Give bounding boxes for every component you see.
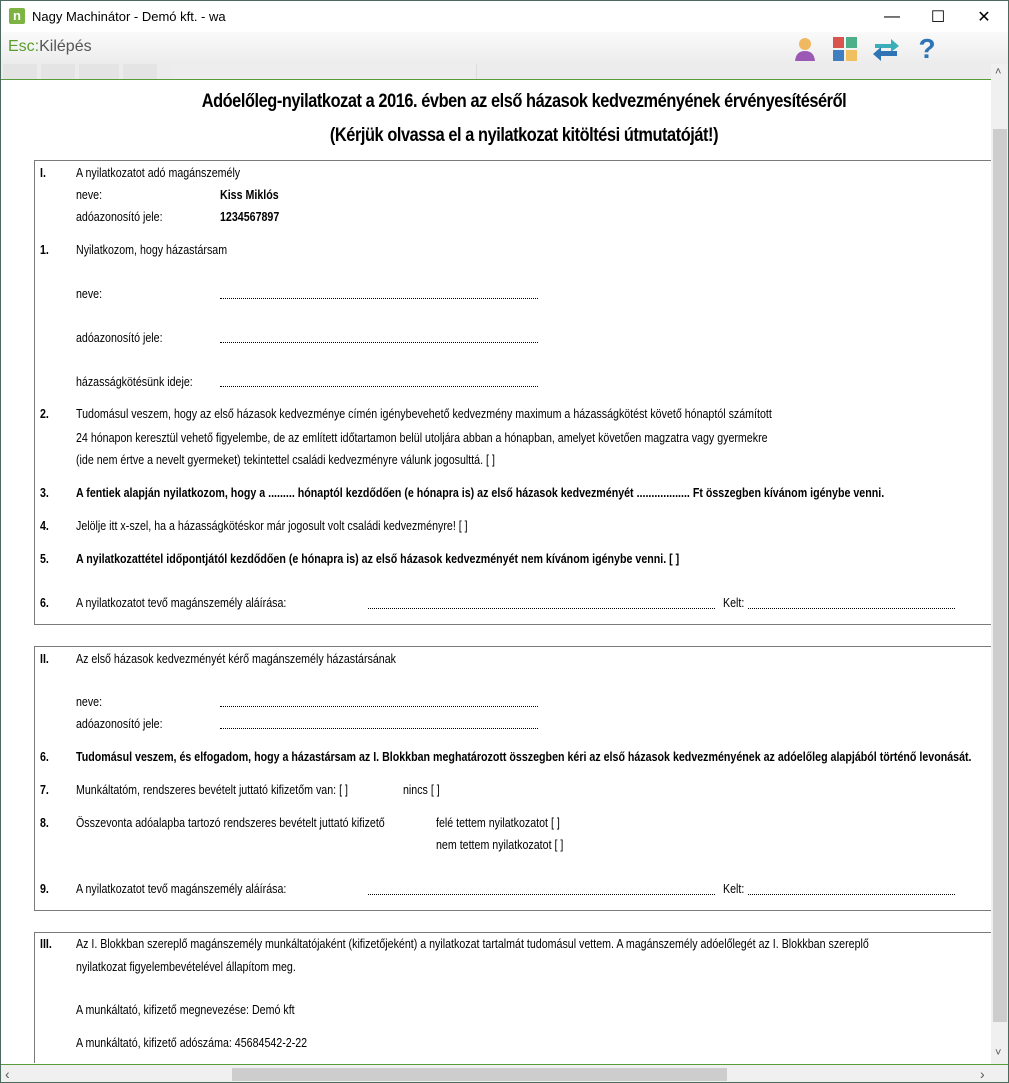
item-3-number: 3. bbox=[40, 485, 49, 500]
date2-field[interactable] bbox=[748, 893, 955, 895]
vertical-scroll-thumb[interactable] bbox=[993, 129, 1007, 1022]
swap-arrows-icon bbox=[872, 36, 900, 62]
vertical-scrollbar[interactable] bbox=[991, 64, 1008, 1064]
item-1-text: Nyilatkozom, hogy házastársam bbox=[76, 242, 228, 257]
signature-label: A nyilatkozatot tevő magánszemély aláírása: bbox=[76, 595, 287, 610]
employer-tax-number: A munkáltató, kifizető adószáma: 45684542-2-22 bbox=[76, 1035, 308, 1050]
section-3-line-1: Az I. Blokkban szereplő magánszemély munkáltatójaként (kifizetőjeként) a nyilatkozat tartalmát tudomásul vettem. A magánszemély adóelőlegét az I. Blokkban szereplő bbox=[76, 936, 869, 951]
horizontal-scrollbar[interactable] bbox=[1, 1064, 1008, 1083]
date-label: Kelt: bbox=[723, 595, 745, 610]
section-3-line-2: nyilatkozat figyelembevételével állapítom meg. bbox=[76, 959, 296, 974]
scroll-right-icon[interactable]: › bbox=[980, 1066, 985, 1082]
item-2-number: 2. bbox=[40, 406, 49, 421]
date2-label: Kelt: bbox=[723, 881, 745, 896]
exit-label: Kilépés bbox=[39, 38, 92, 55]
item-2-line-1: Tudomásul veszem, hogy az első házasok kedvezménye címén igénybevehető kedvezmény maximum a házasságkötést követő hónaptól számított bbox=[76, 406, 772, 421]
signature2-label: A nyilatkozatot tevő magánszemély aláírása: bbox=[76, 881, 287, 896]
signature2-field[interactable] bbox=[368, 893, 715, 895]
scroll-up-icon[interactable]: ˄ bbox=[995, 66, 1002, 78]
esc-key-label: Esc: bbox=[8, 38, 40, 55]
switch-button[interactable] bbox=[866, 33, 906, 64]
section-1-heading: A nyilatkozatot adó magánszemély bbox=[76, 165, 241, 180]
item-5-number: 5. bbox=[40, 551, 49, 566]
item-7-number: 7. bbox=[40, 782, 49, 797]
item-9-number: 9. bbox=[40, 881, 49, 896]
employer-no-checkbox[interactable]: nincs [ ] bbox=[403, 782, 440, 797]
user-button[interactable] bbox=[785, 33, 825, 64]
scroll-down-icon[interactable]: ˅ bbox=[995, 1047, 1002, 1059]
taxid-label: adóazonosító jele: bbox=[76, 209, 163, 224]
item-4-text[interactable]: Jelölje itt x-szel, ha a házasságkötéskor már jogosult volt családi kedvezményre! [ ] bbox=[76, 518, 468, 533]
employer-name: A munkáltató, kifizető megnevezése: Demó kft bbox=[76, 1002, 295, 1017]
employer-yes-checkbox[interactable]: Munkáltatóm, rendszeres bevételt juttató kifizetőm van: [ ] bbox=[76, 782, 348, 797]
title-bar bbox=[1, 1, 1008, 32]
declared-checkbox[interactable]: felé tettem nyilatkozatot [ ] bbox=[436, 815, 560, 830]
close-button[interactable] bbox=[961, 1, 1007, 32]
signature-field[interactable] bbox=[368, 607, 715, 609]
apps-grid-icon bbox=[832, 36, 858, 62]
maximize-button[interactable] bbox=[915, 1, 961, 32]
spouse-taxid-field[interactable] bbox=[220, 341, 538, 343]
help-icon: ? bbox=[918, 32, 936, 64]
section-2-number: II. bbox=[40, 651, 49, 666]
item-1-number: 1. bbox=[40, 242, 49, 257]
spouse2-taxid-field[interactable] bbox=[220, 727, 538, 729]
item-3-text: A fentiek alapján nyilatkozom, hogy a ......... hónaptól kezdődően (e hónapra is) az első házasok kedvezményét .................. Ft összegben kívánom igénybe venni. bbox=[76, 485, 885, 500]
document-title: Adóelőleg-nyilatkozat a 2016. évben az első házasok kedvezményének érvényesítéséről bbox=[201, 91, 847, 112]
item-8-number: 8. bbox=[40, 815, 49, 830]
taxid-value: 1234567897 bbox=[220, 209, 280, 224]
item-8-text: Összevonta adóalapba tartozó rendszeres bevételt juttató kifizető bbox=[76, 815, 385, 830]
item-4-number: 4. bbox=[40, 518, 49, 533]
section-3-number: III. bbox=[40, 936, 52, 951]
document-subtitle: (Kérjük olvassa el a nyilatkozat kitöltési útmutatóját!) bbox=[329, 125, 719, 146]
marriage-date-label: házasságkötésünk ideje: bbox=[76, 374, 193, 389]
spouse2-name-field[interactable] bbox=[220, 705, 538, 707]
maximize-icon: ☐ bbox=[930, 8, 946, 26]
app-logo-icon: n bbox=[9, 8, 25, 24]
item-2-line-3[interactable]: (ide nem értve a nevelt gyermeket) tekintettel családi kedvezményre válunk jogosulttá. [ ] bbox=[76, 452, 495, 467]
toolbar-button[interactable] bbox=[41, 64, 75, 79]
spouse-taxid-label: adóazonosító jele: bbox=[76, 330, 163, 345]
section-2-heading: Az első házasok kedvezményét kérő magánszemély házastársának bbox=[76, 651, 396, 666]
minimize-button[interactable] bbox=[869, 1, 915, 32]
minimize-icon: — bbox=[884, 7, 900, 25]
spouse-name-field[interactable] bbox=[220, 297, 538, 299]
item-2-line-2: 24 hónapon keresztül vehető figyelembe, de az említett időtartamon belül utoljára abban a hónapban, amelyet követően magzatra vagy gyermekre bbox=[76, 430, 768, 445]
apps-button[interactable] bbox=[825, 33, 865, 64]
user-icon bbox=[792, 36, 818, 62]
name-label: neve: bbox=[76, 187, 103, 202]
item-5-text[interactable]: A nyilatkozattétel időpontjától kezdődően (e hónapra is) az első házasok kedvezményét nem kívánom igénybe venni. [ ] bbox=[76, 551, 680, 566]
close-icon: ✕ bbox=[977, 8, 991, 26]
help-button[interactable] bbox=[907, 33, 947, 64]
date-field[interactable] bbox=[748, 607, 955, 609]
document-view bbox=[1, 80, 991, 1063]
toolbar-button[interactable] bbox=[79, 64, 119, 79]
section-1-number: I. bbox=[40, 165, 46, 180]
window-title: Nagy Machinátor - Demó kft. - wa bbox=[32, 9, 226, 24]
horizontal-scroll-thumb[interactable] bbox=[232, 1068, 727, 1081]
item-6b-number: 6. bbox=[40, 749, 49, 764]
section-2-box bbox=[34, 646, 991, 911]
spouse-name-label: neve: bbox=[76, 286, 103, 301]
toolbar-field[interactable] bbox=[171, 64, 477, 79]
scroll-left-icon[interactable]: ‹ bbox=[5, 1066, 10, 1082]
exit-button[interactable] bbox=[8, 38, 92, 56]
item-6b-text: Tudomásul veszem, és elfogadom, hogy a házastársam az I. Blokkban meghatározott összegben kéri az első házasok kedvezményének az adóelőleg alapjából történő levonását. bbox=[76, 749, 972, 764]
spouse2-taxid-label: adóazonosító jele: bbox=[76, 716, 163, 731]
item-6-number: 6. bbox=[40, 595, 49, 610]
marriage-date-field[interactable] bbox=[220, 385, 538, 387]
toolbar-button[interactable] bbox=[3, 64, 37, 79]
not-declared-checkbox[interactable]: nem tettem nyilatkozatot [ ] bbox=[436, 837, 564, 852]
secondary-toolbar bbox=[1, 64, 1008, 79]
spouse2-name-label: neve: bbox=[76, 694, 103, 709]
name-value: Kiss Miklós bbox=[220, 187, 279, 202]
toolbar-button[interactable] bbox=[123, 64, 157, 79]
